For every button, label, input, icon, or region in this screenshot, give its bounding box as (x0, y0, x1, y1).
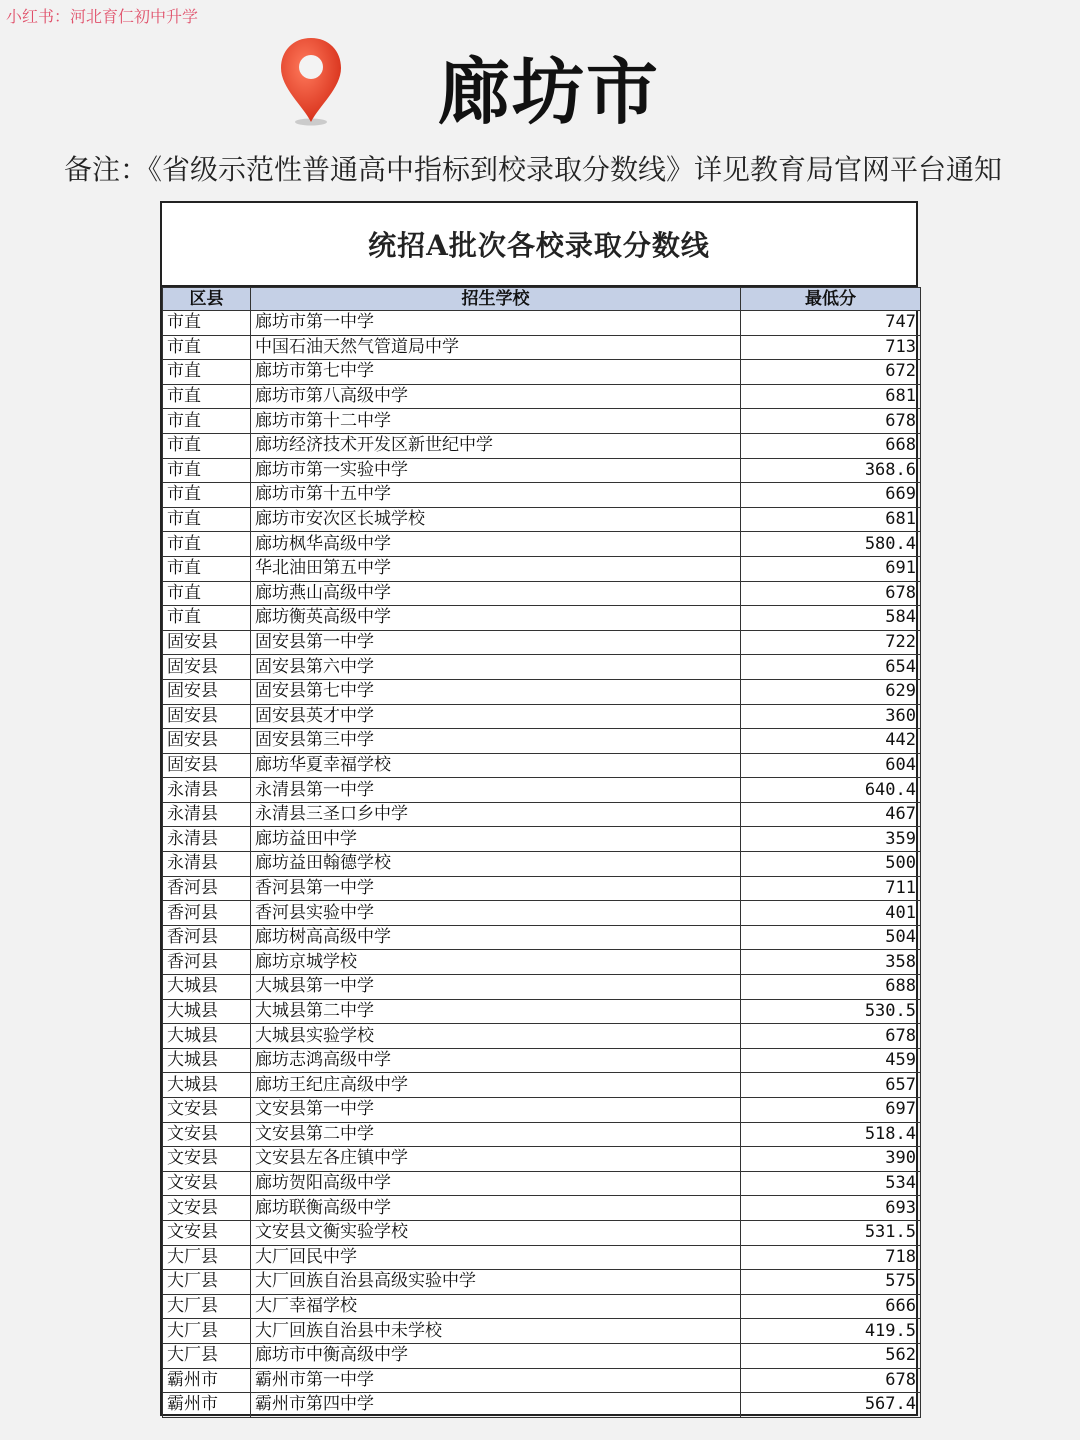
score-cell: 666 (741, 1294, 921, 1319)
district-cell: 大厂县 (163, 1294, 251, 1319)
school-cell: 廊坊衡英高级中学 (251, 606, 741, 631)
district-cell: 大城县 (163, 1024, 251, 1049)
table-row (163, 753, 921, 778)
school-cell: 大厂回民中学 (251, 1245, 741, 1270)
school-cell: 固安县第七中学 (251, 679, 741, 704)
district-cell: 固安县 (163, 655, 251, 680)
score-cell: 442 (741, 729, 921, 754)
location-pin-icon (278, 36, 344, 126)
score-cell: 584 (741, 606, 921, 631)
table-row (163, 778, 921, 803)
school-cell: 廊坊华夏幸福学校 (251, 753, 741, 778)
district-cell: 市直 (163, 311, 251, 336)
table-row (163, 1098, 921, 1123)
school-cell: 廊坊市第八高级中学 (251, 384, 741, 409)
table-row (163, 483, 921, 508)
score-cell: 419.5 (741, 1319, 921, 1344)
score-cell: 368.6 (741, 458, 921, 483)
score-cell: 580.4 (741, 532, 921, 557)
table-row (163, 1343, 921, 1368)
school-cell: 大厂幸福学校 (251, 1294, 741, 1319)
school-cell: 中国石油天然气管道局中学 (251, 335, 741, 360)
school-cell: 廊坊王纪庄高级中学 (251, 1073, 741, 1098)
score-cell: 678 (741, 581, 921, 606)
header (0, 30, 1080, 134)
school-cell: 大城县第一中学 (251, 975, 741, 1000)
district-cell: 大厂县 (163, 1270, 251, 1295)
page-title: 廊坊市 (438, 50, 661, 134)
school-cell: 廊坊市安次区长城学校 (251, 507, 741, 532)
district-cell: 大城县 (163, 999, 251, 1024)
school-cell: 廊坊市第一中学 (251, 311, 741, 336)
score-cell: 640.4 (741, 778, 921, 803)
table-header-row (163, 288, 921, 311)
score-cell: 531.5 (741, 1220, 921, 1245)
district-cell: 固安县 (163, 704, 251, 729)
school-cell: 廊坊市第一实验中学 (251, 458, 741, 483)
district-cell: 大城县 (163, 975, 251, 1000)
header-score: 最低分 (741, 288, 921, 311)
table-title: 统招A批次各校录取分数线 (162, 203, 916, 287)
district-cell: 大城县 (163, 1048, 251, 1073)
school-cell: 廊坊贺阳高级中学 (251, 1171, 741, 1196)
school-cell: 霸州市第一中学 (251, 1368, 741, 1393)
table-row (163, 925, 921, 950)
table-row (163, 458, 921, 483)
table-row (163, 655, 921, 680)
watermark: 小红书：河北育仁初中升学 (6, 7, 199, 26)
district-cell: 市直 (163, 581, 251, 606)
table-row (163, 384, 921, 409)
district-cell: 市直 (163, 532, 251, 557)
table-row (163, 802, 921, 827)
score-cell: 691 (741, 556, 921, 581)
score-cell: 359 (741, 827, 921, 852)
table-row (163, 1294, 921, 1319)
school-cell: 廊坊益田中学 (251, 827, 741, 852)
score-cell: 467 (741, 802, 921, 827)
school-cell: 廊坊市第十五中学 (251, 483, 741, 508)
district-cell: 文安县 (163, 1196, 251, 1221)
school-cell: 廊坊枫华高级中学 (251, 532, 741, 557)
score-cell: 390 (741, 1147, 921, 1172)
score-cell: 688 (741, 975, 921, 1000)
table-row (163, 360, 921, 385)
score-cell: 654 (741, 655, 921, 680)
school-cell: 固安县第六中学 (251, 655, 741, 680)
district-cell: 永清县 (163, 852, 251, 877)
table-row (163, 507, 921, 532)
score-table-container (160, 201, 918, 1416)
table-row (163, 1073, 921, 1098)
table-row (163, 1220, 921, 1245)
table-row (163, 606, 921, 631)
school-cell: 廊坊市第七中学 (251, 360, 741, 385)
school-cell: 廊坊树高高级中学 (251, 925, 741, 950)
score-cell: 678 (741, 409, 921, 434)
header-district: 区县 (163, 288, 251, 311)
school-cell: 廊坊经济技术开发区新世纪中学 (251, 433, 741, 458)
score-cell: 575 (741, 1270, 921, 1295)
district-cell: 市直 (163, 384, 251, 409)
district-cell: 固安县 (163, 679, 251, 704)
table-row (163, 433, 921, 458)
table-row (163, 852, 921, 877)
school-cell: 固安县英才中学 (251, 704, 741, 729)
school-cell: 廊坊市中衡高级中学 (251, 1343, 741, 1368)
score-cell: 678 (741, 1368, 921, 1393)
district-cell: 大厂县 (163, 1245, 251, 1270)
school-cell: 文安县第二中学 (251, 1122, 741, 1147)
score-cell: 747 (741, 311, 921, 336)
district-cell: 大城县 (163, 1073, 251, 1098)
district-cell: 永清县 (163, 778, 251, 803)
school-cell: 固安县第三中学 (251, 729, 741, 754)
school-cell: 霸州市第四中学 (251, 1393, 741, 1418)
table-row (163, 1368, 921, 1393)
table-row (163, 1147, 921, 1172)
table-row (163, 1270, 921, 1295)
score-cell: 534 (741, 1171, 921, 1196)
district-cell: 市直 (163, 606, 251, 631)
district-cell: 市直 (163, 409, 251, 434)
table-row (163, 335, 921, 360)
district-cell: 文安县 (163, 1220, 251, 1245)
score-cell: 504 (741, 925, 921, 950)
score-cell: 722 (741, 630, 921, 655)
score-cell: 518.4 (741, 1122, 921, 1147)
table-row (163, 556, 921, 581)
district-cell: 大厂县 (163, 1319, 251, 1344)
school-cell: 永清县第一中学 (251, 778, 741, 803)
school-cell: 廊坊益田翰德学校 (251, 852, 741, 877)
table-row (163, 1196, 921, 1221)
table-row (163, 704, 921, 729)
district-cell: 永清县 (163, 802, 251, 827)
school-cell: 大城县第二中学 (251, 999, 741, 1024)
score-cell: 681 (741, 507, 921, 532)
score-cell: 693 (741, 1196, 921, 1221)
score-cell: 657 (741, 1073, 921, 1098)
table-row (163, 1393, 921, 1418)
score-cell: 697 (741, 1098, 921, 1123)
district-cell: 固安县 (163, 753, 251, 778)
table-row (163, 409, 921, 434)
district-cell: 文安县 (163, 1147, 251, 1172)
district-cell: 香河县 (163, 876, 251, 901)
table-row (163, 1319, 921, 1344)
district-cell: 大厂县 (163, 1343, 251, 1368)
district-cell: 市直 (163, 360, 251, 385)
district-cell: 固安县 (163, 630, 251, 655)
school-cell: 大厂回族自治县高级实验中学 (251, 1270, 741, 1295)
district-cell: 香河县 (163, 925, 251, 950)
school-cell: 文安县左各庄镇中学 (251, 1147, 741, 1172)
school-cell: 大城县实验学校 (251, 1024, 741, 1049)
district-cell: 霸州市 (163, 1368, 251, 1393)
score-table (162, 287, 921, 1418)
score-cell: 672 (741, 360, 921, 385)
table-row (163, 679, 921, 704)
score-cell: 713 (741, 335, 921, 360)
note-text: 备注：《省级示范性普通高中指标到校录取分数线》详见教育局官网平台通知 (64, 153, 1003, 186)
score-cell: 678 (741, 1024, 921, 1049)
table-row (163, 1024, 921, 1049)
school-cell: 固安县第一中学 (251, 630, 741, 655)
score-cell: 401 (741, 901, 921, 926)
table-row (163, 901, 921, 926)
district-cell: 市直 (163, 433, 251, 458)
score-cell: 500 (741, 852, 921, 877)
district-cell: 市直 (163, 556, 251, 581)
table-row (163, 975, 921, 1000)
table-row (163, 1245, 921, 1270)
district-cell: 市直 (163, 335, 251, 360)
score-cell: 718 (741, 1245, 921, 1270)
district-cell: 香河县 (163, 950, 251, 975)
table-row (163, 1171, 921, 1196)
table-row (163, 1122, 921, 1147)
table-row (163, 630, 921, 655)
district-cell: 市直 (163, 507, 251, 532)
table-row (163, 876, 921, 901)
score-cell: 459 (741, 1048, 921, 1073)
score-cell: 711 (741, 876, 921, 901)
score-cell: 567.4 (741, 1393, 921, 1418)
school-cell: 廊坊京城学校 (251, 950, 741, 975)
table-body (163, 311, 921, 1418)
table-row (163, 532, 921, 557)
header-school: 招生学校 (251, 288, 741, 311)
table-row (163, 729, 921, 754)
school-cell: 廊坊联衡高级中学 (251, 1196, 741, 1221)
table-row (163, 581, 921, 606)
district-cell: 文安县 (163, 1122, 251, 1147)
score-cell: 360 (741, 704, 921, 729)
school-cell: 华北油田第五中学 (251, 556, 741, 581)
school-cell: 永清县三圣口乡中学 (251, 802, 741, 827)
score-cell: 669 (741, 483, 921, 508)
district-cell: 文安县 (163, 1098, 251, 1123)
table-row (163, 1048, 921, 1073)
school-cell: 香河县实验中学 (251, 901, 741, 926)
school-cell: 文安县文衡实验学校 (251, 1220, 741, 1245)
district-cell: 霸州市 (163, 1393, 251, 1418)
score-cell: 668 (741, 433, 921, 458)
school-cell: 大厂回族自治县中未学校 (251, 1319, 741, 1344)
district-cell: 市直 (163, 458, 251, 483)
table-row (163, 827, 921, 852)
district-cell: 香河县 (163, 901, 251, 926)
district-cell: 市直 (163, 483, 251, 508)
school-cell: 廊坊市第十二中学 (251, 409, 741, 434)
score-cell: 681 (741, 384, 921, 409)
district-cell: 文安县 (163, 1171, 251, 1196)
school-cell: 廊坊志鸿高级中学 (251, 1048, 741, 1073)
school-cell: 廊坊燕山高级中学 (251, 581, 741, 606)
table-row (163, 950, 921, 975)
score-cell: 562 (741, 1343, 921, 1368)
score-cell: 629 (741, 679, 921, 704)
district-cell: 永清县 (163, 827, 251, 852)
district-cell: 固安县 (163, 729, 251, 754)
table-row (163, 311, 921, 336)
score-cell: 604 (741, 753, 921, 778)
school-cell: 文安县第一中学 (251, 1098, 741, 1123)
score-cell: 530.5 (741, 999, 921, 1024)
table-row (163, 999, 921, 1024)
score-cell: 358 (741, 950, 921, 975)
school-cell: 香河县第一中学 (251, 876, 741, 901)
